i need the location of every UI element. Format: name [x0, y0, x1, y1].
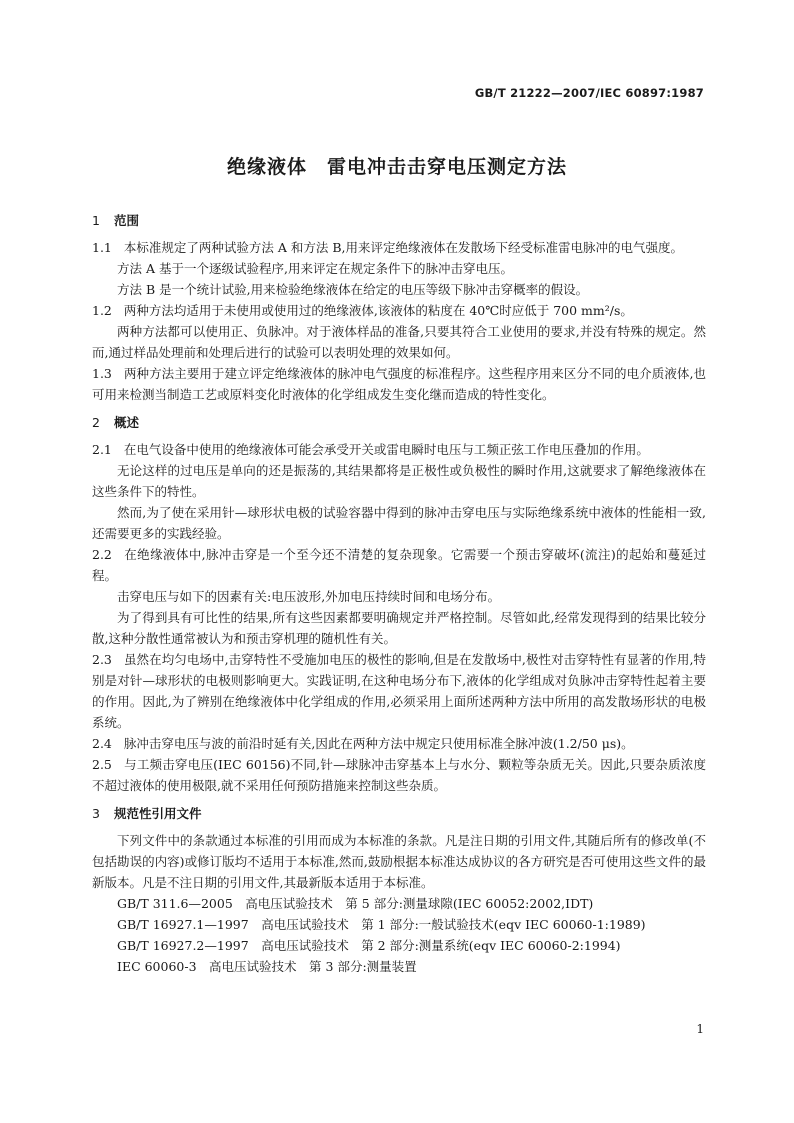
- clause-number: 2.5: [92, 757, 112, 772]
- clause-1-1: [92, 237, 706, 258]
- section-title: 范围: [113, 213, 139, 228]
- paragraph: 方法 B 是一个统计试验,用来检验绝缘液体在给定的电压等级下脉冲击穿概率的假设。: [117, 282, 589, 297]
- paragraph: 然而,为了使在采用针—球形状电极的试验容器中得到的脉冲击穿电压与实际绝缘系统中液体的性能相一致,还需要更多的实践经验。: [92, 505, 706, 541]
- paragraph: 两种方法都可以使用正、负脉冲。对于液体样品的准备,只要其符合工业使用的要求,并没有特殊的规定。然而,通过样品处理前和处理后进行的试验可以表明处理的效果如何。: [92, 324, 706, 360]
- clause-text: 虽然在均匀电场中,击穿特性不受施加电压的极性的影响,但是在发散场中,极性对击穿特性有显著的作用,特别是对针—球形状的电极则影响更大。实践证明,在这种电场分布下,液体的化学组成对负脉冲击穿特性起着主要的作用。因此,为了辨别在绝缘液体中化学组成的作用,必须采用上面所述两种方法中所用的高发散场形状的电极系统。: [92, 652, 706, 730]
- standard-code: GB/T 21222—2007/IEC 60897:1987: [474, 86, 704, 100]
- paragraph: 下列文件中的条款通过本标准的引用而成为本标准的条款。凡是注日期的引用文件,其随后所有的修改单(不包括勘误的内容)或修订版均不适用于本标准,然而,鼓励根据本标准达成协议的各方研究是否可使用这些文件的最新版本。凡是不注日期的引用文件,其最新版本适用于本标准。: [92, 833, 706, 890]
- paragraph: 无论这样的过电压是单向的还是振荡的,其结果都将是正极性或负极性的瞬时作用,这就要求了解绝缘液体在这些条件下的特性。: [92, 463, 706, 499]
- paragraph: 方法 A 基于一个逐级试验程序,用来评定在规定条件下的脉冲击穿电压。: [117, 261, 513, 276]
- section-number: 2: [92, 415, 100, 430]
- section-number: 3: [92, 806, 100, 821]
- clause-number: 1.2: [92, 303, 112, 318]
- clause-number: 2.4: [92, 736, 112, 751]
- clause-text: 在绝缘液体中,脉冲击穿是一个至今还不清楚的复杂现象。它需要一个预击穿破坏(流注)的起始和蔓延过程。: [92, 547, 706, 583]
- clause-text: 两种方法主要用于建立评定绝缘液体的脉冲电气强度的标准程序。这些程序用来区分不同的电介质液体,也可用来检测当制造工艺或原料变化时液体的化学组成发生变化继而造成的特性变化。: [92, 366, 706, 402]
- clause-text: 与工频击穿电压(IEC 60156)不同,针—球脉冲击穿基本上与水分、颗粒等杂质无关。因此,只要杂质浓度不超过液体的使用极限,就不采用任何预防措施来控制这些杂质。: [92, 757, 706, 793]
- section-heading-2: [92, 412, 706, 433]
- clause-2-3: [92, 649, 706, 733]
- clause-number: 2.3: [92, 652, 112, 667]
- reference-item: GB/T 311.6—2005 高电压试验技术 第 5 部分:测量球隙(IEC 60052:2002,IDT): [117, 896, 594, 911]
- reference-item: GB/T 16927.2—1997 高电压试验技术 第 2 部分:测量系统(eqv IEC 60060-2:1994): [117, 938, 621, 953]
- paragraph: 击穿电压与如下的因素有关:电压波形,外加电压持续时间和电场分布。: [117, 589, 501, 604]
- clause-1-2: [92, 300, 706, 321]
- clause-number: 1.1: [92, 240, 112, 255]
- clause-1-3: [92, 363, 706, 405]
- reference-item: GB/T 16927.1—1997 高电压试验技术 第 1 部分:一般试验技术(eqv IEC 60060-1:1989): [117, 917, 646, 932]
- reference-item: IEC 60060-3 高电压试验技术 第 3 部分:测量装置: [117, 959, 417, 974]
- clause-text: 在电气设备中使用的绝缘液体可能会承受开关或雷电瞬时电压与工频正弦工作电压叠加的作用。: [123, 442, 649, 457]
- section-heading-3: [92, 803, 706, 824]
- section-title: 概述: [113, 415, 139, 430]
- document-body: [92, 210, 706, 977]
- clause-2-2: [92, 544, 706, 586]
- page-number: 1: [696, 1022, 704, 1036]
- document-title: 绝缘液体 雷电冲击击穿电压测定方法: [226, 156, 567, 178]
- clause-2-5: [92, 754, 706, 796]
- clause-text: 本标准规定了两种试验方法 A 和方法 B,用来评定绝缘液体在发散场下经受标准雷电脉冲的电气强度。: [123, 240, 683, 255]
- clause-2-4: [92, 733, 706, 754]
- section-title: 规范性引用文件: [113, 806, 202, 821]
- clause-text: 两种方法均适用于未使用或使用过的绝缘液体,该液体的粘度在 40℃时应低于 700 mm²/s。: [123, 303, 633, 318]
- section-heading-1: [92, 210, 706, 231]
- clause-number: 2.2: [92, 547, 112, 562]
- paragraph: 为了得到具有可比性的结果,所有这些因素都要明确规定并严格控制。尽管如此,经常发现得到的结果比较分散,这种分散性通常被认为和预击穿机理的随机性有关。: [92, 610, 706, 646]
- clause-number: 1.3: [92, 366, 112, 381]
- section-number: 1: [92, 213, 100, 228]
- clause-2-1: [92, 439, 706, 460]
- clause-number: 2.1: [92, 442, 112, 457]
- clause-text: 脉冲击穿电压与波的前沿时延有关,因此在两种方法中规定只使用标准全脉冲波(1.2/50 μs)。: [123, 736, 634, 751]
